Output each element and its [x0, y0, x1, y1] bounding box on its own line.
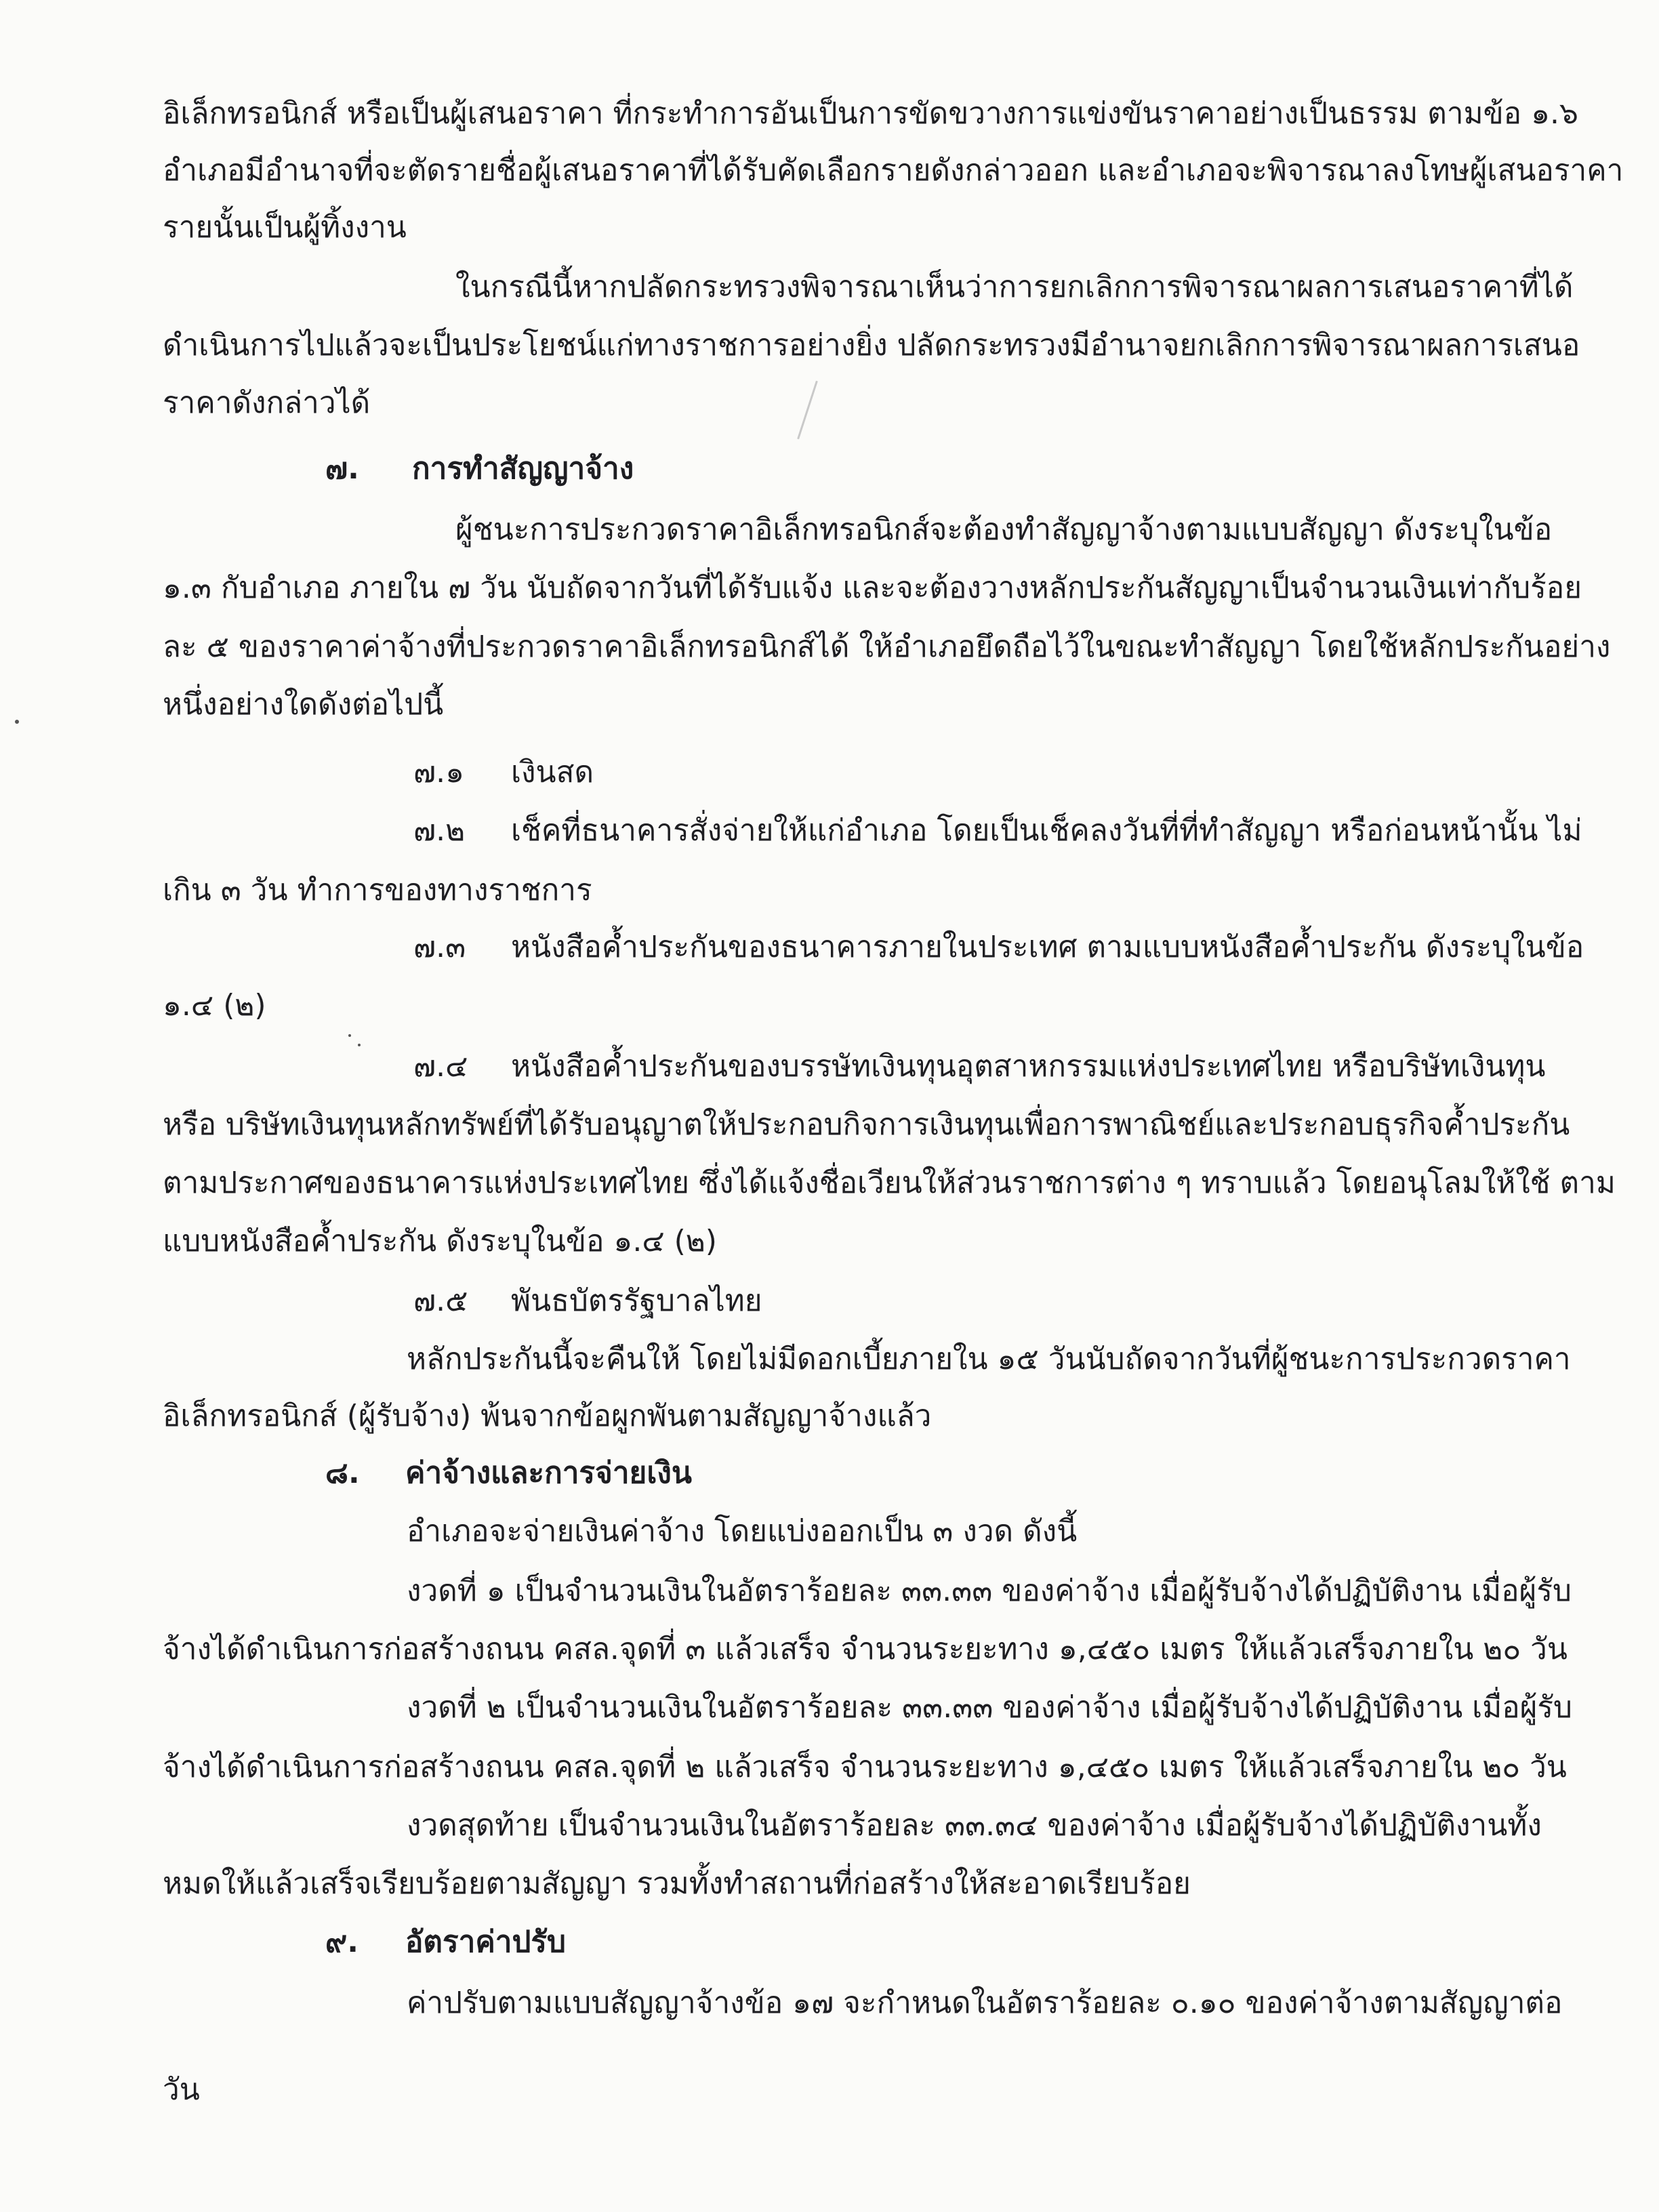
paragraph-line: แบบหนังสือค้ำประกัน ดังระบุในข้อ ๑.๔ (๒)	[163, 1224, 717, 1258]
paragraph-line: อำเภอจะจ่ายเงินค่าจ้าง โดยแบ่งออกเป็น ๓ งวด ดังนี้	[407, 1514, 1078, 1549]
paragraph-line: รายนั้นเป็นผู้ทิ้งงาน	[163, 210, 407, 245]
item-7-1-text: เงินสด	[511, 755, 594, 790]
paragraph-line: อิเล็กทรอนิกส์ หรือเป็นผู้เสนอราคา ที่กระทำการอันเป็นการขัดขวางการแข่งขันราคาอย่างเป็นธรรม ตามข้อ ๑.๖	[163, 96, 1578, 131]
section-9-heading: อัตราค่าปรับ	[405, 1925, 566, 1959]
paragraph-line: หรือ บริษัทเงินทุนหลักทรัพย์ที่ได้รับอนุญาตให้ประกอบกิจการเงินทุนเพื่อการพาณิชย์และประกอบธุรกิจค้ำประกัน	[163, 1107, 1570, 1142]
paragraph-line: ดำเนินการไปแล้วจะเป็นประโยชน์แก่ทางราชการอย่างยิ่ง ปลัดกระทรวงมีอำนาจยกเลิกการพิจารณาผลการเสนอ	[163, 328, 1580, 363]
section-7-heading: การทำสัญญาจ้าง	[412, 451, 634, 486]
scan-speck	[15, 720, 19, 724]
paragraph-line: อำเภอมีอำนาจที่จะตัดรายชื่อผู้เสนอราคาที่ได้รับคัดเลือกรายดังกล่าวออก และอำเภอจะพิจารณาลงโทษผู้เสนอราคา	[163, 153, 1624, 188]
item-7-4-text: หนังสือค้ำประกันของบรรษัทเงินทุนอุตสาหกรรมแห่งประเทศไทย หรือบริษัทเงินทุน	[511, 1049, 1546, 1084]
section-8-heading: ค่าจ้างและการจ่ายเงิน	[405, 1456, 692, 1490]
item-7-3-text: หนังสือค้ำประกันของธนาคารภายในประเทศ ตามแบบหนังสือค้ำประกัน ดังระบุในข้อ	[511, 930, 1584, 964]
paragraph-line: ในกรณีนี้หากปลัดกระทรวงพิจารณาเห็นว่าการยกเลิกการพิจารณาผลการเสนอราคาที่ได้	[455, 270, 1574, 304]
item-7-4-number: ๗.๔	[413, 1049, 468, 1084]
item-7-5-number: ๗.๕	[413, 1284, 468, 1318]
scan-speck	[348, 1034, 351, 1037]
paragraph-line: หมดให้แล้วเสร็จเรียบร้อยตามสัญญา รวมทั้งทำสถานที่ก่อสร้างให้สะอาดเรียบร้อย	[163, 1866, 1191, 1901]
paragraph-line: ละ ๕ ของราคาค่าจ้างที่ประกวดราคาอิเล็กทรอนิกส์ได้ ให้อำเภอยึดถือไว้ในขณะทำสัญญา โดยใช้หลักประกันอย่าง	[163, 630, 1611, 664]
installment-1-line: งวดที่ ๑ เป็นจำนวนเงินในอัตราร้อยละ ๓๓.๓๓ ของค่าจ้าง เมื่อผู้รับจ้างได้ปฏิบัติงาน เมื่อผู้รับ	[407, 1574, 1572, 1608]
item-7-3-number: ๗.๓	[413, 930, 466, 964]
paragraph-line: หลักประกันนี้จะคืนให้ โดยไม่มีดอกเบี้ยภายใน ๑๕ วันนับถัดจากวันที่ผู้ชนะการประกวดราคา	[407, 1342, 1571, 1376]
paragraph-line: ราคาดังกล่าวได้	[163, 386, 371, 420]
installment-final-line: งวดสุดท้าย เป็นจำนวนเงินในอัตราร้อยละ ๓๓.๓๔ ของค่าจ้าง เมื่อผู้รับจ้างได้ปฏิบัติงานทั้ง	[407, 1808, 1542, 1843]
installment-2-line: งวดที่ ๒ เป็นจำนวนเงินในอัตราร้อยละ ๓๓.๓๓ ของค่าจ้าง เมื่อผู้รับจ้างได้ปฏิบัติงาน เมื่อผู้รับ	[407, 1690, 1572, 1725]
item-7-1-number: ๗.๑	[413, 755, 465, 790]
paragraph-line: จ้างได้ดำเนินการก่อสร้างถนน คสล.จุดที่ ๒ แล้วเสร็จ จำนวนระยะทาง ๑,๔๕๐ เมตร ให้แล้วเสร็จภายใน ๒๐ วัน	[163, 1750, 1567, 1784]
paragraph-line: ตามประกาศของธนาคารแห่งประเทศไทย ซึ่งได้แจ้งชื่อเวียนให้ส่วนราชการต่าง ๆ ทราบแล้ว โดยอนุโลมให้ใช้ ตาม	[163, 1166, 1616, 1200]
paragraph-line: ๑.๔ (๒)	[163, 988, 266, 1023]
paragraph-line: ผู้ชนะการประกวดราคาอิเล็กทรอนิกส์จะต้องทำสัญญาจ้างตามแบบสัญญา ดังระบุในข้อ	[455, 512, 1553, 547]
paragraph-line: ค่าปรับตามแบบสัญญาจ้างข้อ ๑๗ จะกำหนดในอัตราร้อยละ ๐.๑๐ ของค่าจ้างตามสัญญาต่อ	[407, 1986, 1563, 2020]
paragraph-line: อิเล็กทรอนิกส์ (ผู้รับจ้าง) พ้นจากข้อผูกพันตามสัญญาจ้างแล้ว	[163, 1399, 932, 1433]
paragraph-line: ๑.๓ กับอำเภอ ภายใน ๗ วัน นับถัดจากวันที่ได้รับแจ้ง และจะต้องวางหลักประกันสัญญาเป็นจำนวนเงินเท่ากับร้อย	[163, 571, 1582, 605]
section-7-number: ๗.	[325, 451, 359, 486]
section-8-number: ๘.	[325, 1456, 360, 1490]
scan-speck	[358, 1044, 361, 1046]
item-7-2-number: ๗.๒	[413, 813, 466, 848]
item-7-5-text: พันธบัตรรัฐบาลไทย	[511, 1284, 762, 1318]
paragraph-line: วัน	[163, 2072, 200, 2107]
paragraph-line: เกิน ๓ วัน ทำการของทางราชการ	[163, 873, 592, 907]
paragraph-line: หนึ่งอย่างใดดังต่อไปนี้	[163, 687, 444, 722]
paragraph-line: จ้างได้ดำเนินการก่อสร้างถนน คสล.จุดที่ ๓ แล้วเสร็จ จำนวนระยะทาง ๑,๔๕๐ เมตร ให้แล้วเสร็จภายใน ๒๐ วัน	[163, 1632, 1568, 1666]
item-7-2-text: เช็คที่ธนาคารสั่งจ่ายให้แก่อำเภอ โดยเป็นเช็คลงวันที่ที่ทำสัญญา หรือก่อนหน้านั้น ไม่	[511, 813, 1582, 848]
section-9-number: ๙.	[325, 1925, 359, 1959]
